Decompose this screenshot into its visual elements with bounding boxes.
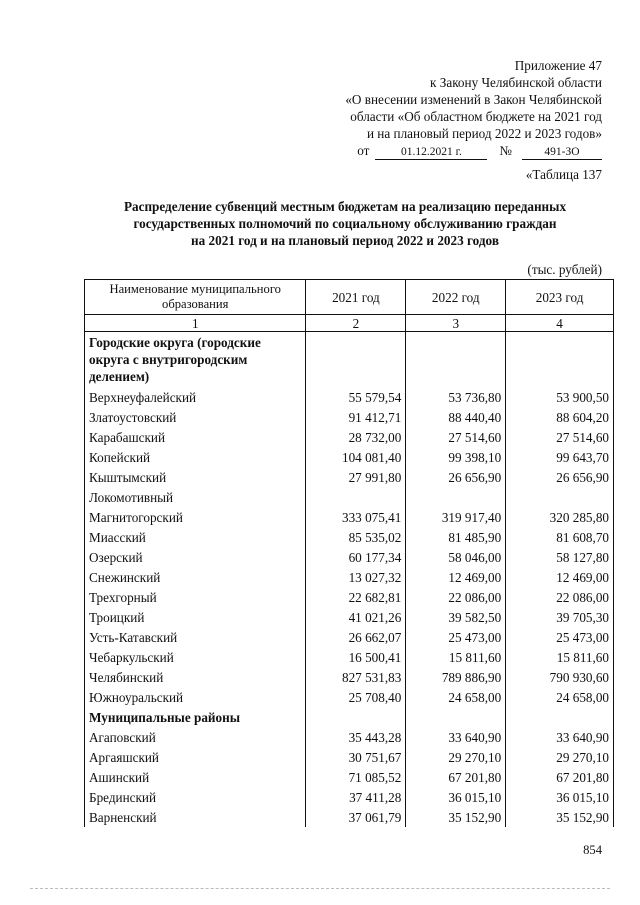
municipality-name: Снежинский bbox=[85, 567, 306, 587]
municipality-name: Брединский bbox=[85, 787, 306, 807]
table-row bbox=[85, 427, 614, 447]
table-row bbox=[85, 407, 614, 427]
law-date-line bbox=[282, 142, 602, 160]
value-2023: 26 656,90 bbox=[506, 467, 614, 487]
municipality-name: Аргаяшский bbox=[85, 747, 306, 767]
table-row bbox=[85, 507, 614, 527]
value-2021: 104 081,40 bbox=[306, 447, 406, 467]
municipality-name: Кыштымский bbox=[85, 467, 306, 487]
table-row bbox=[85, 787, 614, 807]
table-row bbox=[85, 727, 614, 747]
value-2023: 15 811,60 bbox=[506, 647, 614, 667]
municipality-name: Южноуральский bbox=[85, 687, 306, 707]
value-2022: 81 485,90 bbox=[406, 527, 506, 547]
value-2022: 36 015,10 bbox=[406, 787, 506, 807]
value-2022: 58 046,00 bbox=[406, 547, 506, 567]
table-row bbox=[85, 587, 614, 607]
subvention-table bbox=[84, 279, 614, 827]
group-row-city-districts bbox=[85, 332, 614, 388]
law-number: 491-ЗО bbox=[522, 145, 602, 160]
value-2023: 24 658,00 bbox=[506, 687, 614, 707]
date-prefix: от bbox=[357, 143, 370, 158]
value-2022 bbox=[406, 487, 506, 507]
value-2021: 60 177,34 bbox=[306, 547, 406, 567]
municipality-name: Троицкий bbox=[85, 607, 306, 627]
table-row bbox=[85, 767, 614, 787]
value-2023: 27 514,60 bbox=[506, 427, 614, 447]
value-2022: 67 201,80 bbox=[406, 767, 506, 787]
group-name-line: Городские округа (городские bbox=[89, 335, 261, 350]
footer-divider bbox=[30, 888, 610, 889]
table-row bbox=[85, 747, 614, 767]
value-2022: 319 917,40 bbox=[406, 507, 506, 527]
value-2022: 39 582,50 bbox=[406, 607, 506, 627]
header-name-line: Наименование муниципального bbox=[109, 282, 281, 296]
value-2021: 35 443,28 bbox=[306, 727, 406, 747]
value-2021: 333 075,41 bbox=[306, 507, 406, 527]
table-row bbox=[85, 527, 614, 547]
appendix-line: «О внесении изменений в Закон Челябинской bbox=[345, 92, 602, 107]
page-number: 854 bbox=[583, 843, 602, 857]
value-2023: 88 604,20 bbox=[506, 407, 614, 427]
header-2023: 2023 год bbox=[506, 280, 614, 315]
value-2022: 24 658,00 bbox=[406, 687, 506, 707]
group-name bbox=[85, 332, 306, 388]
value-2023: 12 469,00 bbox=[506, 567, 614, 587]
units-label: (тыс. рублей) bbox=[527, 262, 602, 277]
municipality-name: Копейский bbox=[85, 447, 306, 467]
header-name-line: образования bbox=[162, 297, 229, 311]
value-2023: 35 152,90 bbox=[506, 807, 614, 827]
table-row bbox=[85, 567, 614, 587]
table-row bbox=[85, 667, 614, 687]
table-header-row bbox=[85, 280, 614, 315]
table-row bbox=[85, 607, 614, 627]
value-2021: 25 708,40 bbox=[306, 687, 406, 707]
value-2023: 22 086,00 bbox=[506, 587, 614, 607]
table-row bbox=[85, 467, 614, 487]
value-2022: 35 152,90 bbox=[406, 807, 506, 827]
column-number: 2 bbox=[306, 315, 406, 332]
appendix-block bbox=[282, 57, 602, 160]
value-2023: 58 127,80 bbox=[506, 547, 614, 567]
value-2021: 85 535,02 bbox=[306, 527, 406, 547]
group-name-line: округа с внутригородским bbox=[89, 352, 248, 367]
table-row bbox=[85, 687, 614, 707]
column-number-row bbox=[85, 315, 614, 332]
value-2021: 55 579,54 bbox=[306, 387, 406, 407]
appendix-line: Приложение 47 bbox=[514, 58, 602, 73]
value-2021: 28 732,00 bbox=[306, 427, 406, 447]
value-2023: 29 270,10 bbox=[506, 747, 614, 767]
value-2021: 41 021,26 bbox=[306, 607, 406, 627]
table-row bbox=[85, 387, 614, 407]
value-2022: 53 736,80 bbox=[406, 387, 506, 407]
value-2023: 36 015,10 bbox=[506, 787, 614, 807]
value-2021: 71 085,52 bbox=[306, 767, 406, 787]
value-2021: 26 662,07 bbox=[306, 627, 406, 647]
municipality-name: Карабашский bbox=[85, 427, 306, 447]
value-2022: 26 656,90 bbox=[406, 467, 506, 487]
value-2023: 33 640,90 bbox=[506, 727, 614, 747]
table-label: «Таблица 137 bbox=[525, 167, 602, 182]
municipality-name: Усть-Катавский bbox=[85, 627, 306, 647]
title-line: Распределение субвенций местным бюджетам на реализацию переданных bbox=[123, 199, 567, 214]
table-row bbox=[85, 627, 614, 647]
value-2021: 16 500,41 bbox=[306, 647, 406, 667]
title-line: государственных полномочий по социальному обслуживанию граждан bbox=[133, 216, 557, 231]
header-2022: 2022 год bbox=[406, 280, 506, 315]
municipality-name: Ашинский bbox=[85, 767, 306, 787]
number-sign: № bbox=[499, 143, 512, 158]
appendix-line: к Закону Челябинской области bbox=[430, 75, 602, 90]
value-2021: 91 412,71 bbox=[306, 407, 406, 427]
value-2021: 37 061,79 bbox=[306, 807, 406, 827]
value-2022: 88 440,40 bbox=[406, 407, 506, 427]
municipality-name: Озерский bbox=[85, 547, 306, 567]
value-2023: 99 643,70 bbox=[506, 447, 614, 467]
column-number: 3 bbox=[406, 315, 506, 332]
appendix-line: и на плановый период 2022 и 2023 годов» bbox=[366, 126, 602, 141]
value-2023: 67 201,80 bbox=[506, 767, 614, 787]
value-2022: 27 514,60 bbox=[406, 427, 506, 447]
appendix-line: области «Об областном бюджете на 2021 год bbox=[350, 109, 602, 124]
value-2022: 22 086,00 bbox=[406, 587, 506, 607]
value-2023 bbox=[506, 487, 614, 507]
title-line: на 2021 год и на плановый период 2022 и 2023 годов bbox=[191, 233, 499, 248]
table-row bbox=[85, 487, 614, 507]
value-2021: 22 682,81 bbox=[306, 587, 406, 607]
value-2022: 25 473,00 bbox=[406, 627, 506, 647]
value-2023: 790 930,60 bbox=[506, 667, 614, 687]
value-2023: 320 285,80 bbox=[506, 507, 614, 527]
municipality-name: Трехгорный bbox=[85, 587, 306, 607]
value-2022: 99 398,10 bbox=[406, 447, 506, 467]
group-row-municipal-districts bbox=[85, 707, 614, 727]
municipality-name: Златоустовский bbox=[85, 407, 306, 427]
value-2023: 81 608,70 bbox=[506, 527, 614, 547]
table-row bbox=[85, 447, 614, 467]
column-number: 1 bbox=[85, 315, 306, 332]
municipality-name: Агаповский bbox=[85, 727, 306, 747]
value-2022: 33 640,90 bbox=[406, 727, 506, 747]
column-number: 4 bbox=[506, 315, 614, 332]
municipality-name: Миасский bbox=[85, 527, 306, 547]
value-2021: 27 991,80 bbox=[306, 467, 406, 487]
value-2023: 39 705,30 bbox=[506, 607, 614, 627]
value-2021: 827 531,83 bbox=[306, 667, 406, 687]
value-2021 bbox=[306, 487, 406, 507]
header-2021: 2021 год bbox=[306, 280, 406, 315]
document-title bbox=[92, 198, 598, 249]
value-2021: 13 027,32 bbox=[306, 567, 406, 587]
group-name-line: делением) bbox=[89, 369, 150, 384]
table-row bbox=[85, 807, 614, 827]
table-row bbox=[85, 647, 614, 667]
municipality-name: Верхнеуфалейский bbox=[85, 387, 306, 407]
municipality-name: Локомотивный bbox=[85, 487, 306, 507]
value-2021: 30 751,67 bbox=[306, 747, 406, 767]
value-2021: 37 411,28 bbox=[306, 787, 406, 807]
value-2022: 15 811,60 bbox=[406, 647, 506, 667]
value-2023: 25 473,00 bbox=[506, 627, 614, 647]
table-row bbox=[85, 547, 614, 567]
header-municipality bbox=[85, 280, 306, 315]
law-date: 01.12.2021 г. bbox=[375, 145, 487, 160]
municipality-name: Чебаркульский bbox=[85, 647, 306, 667]
value-2022: 789 886,90 bbox=[406, 667, 506, 687]
municipality-name: Челябинский bbox=[85, 667, 306, 687]
municipality-name: Варненский bbox=[85, 807, 306, 827]
group-name: Муниципальные районы bbox=[85, 707, 306, 727]
value-2022: 12 469,00 bbox=[406, 567, 506, 587]
value-2022: 29 270,10 bbox=[406, 747, 506, 767]
value-2023: 53 900,50 bbox=[506, 387, 614, 407]
municipality-name: Магнитогорский bbox=[85, 507, 306, 527]
